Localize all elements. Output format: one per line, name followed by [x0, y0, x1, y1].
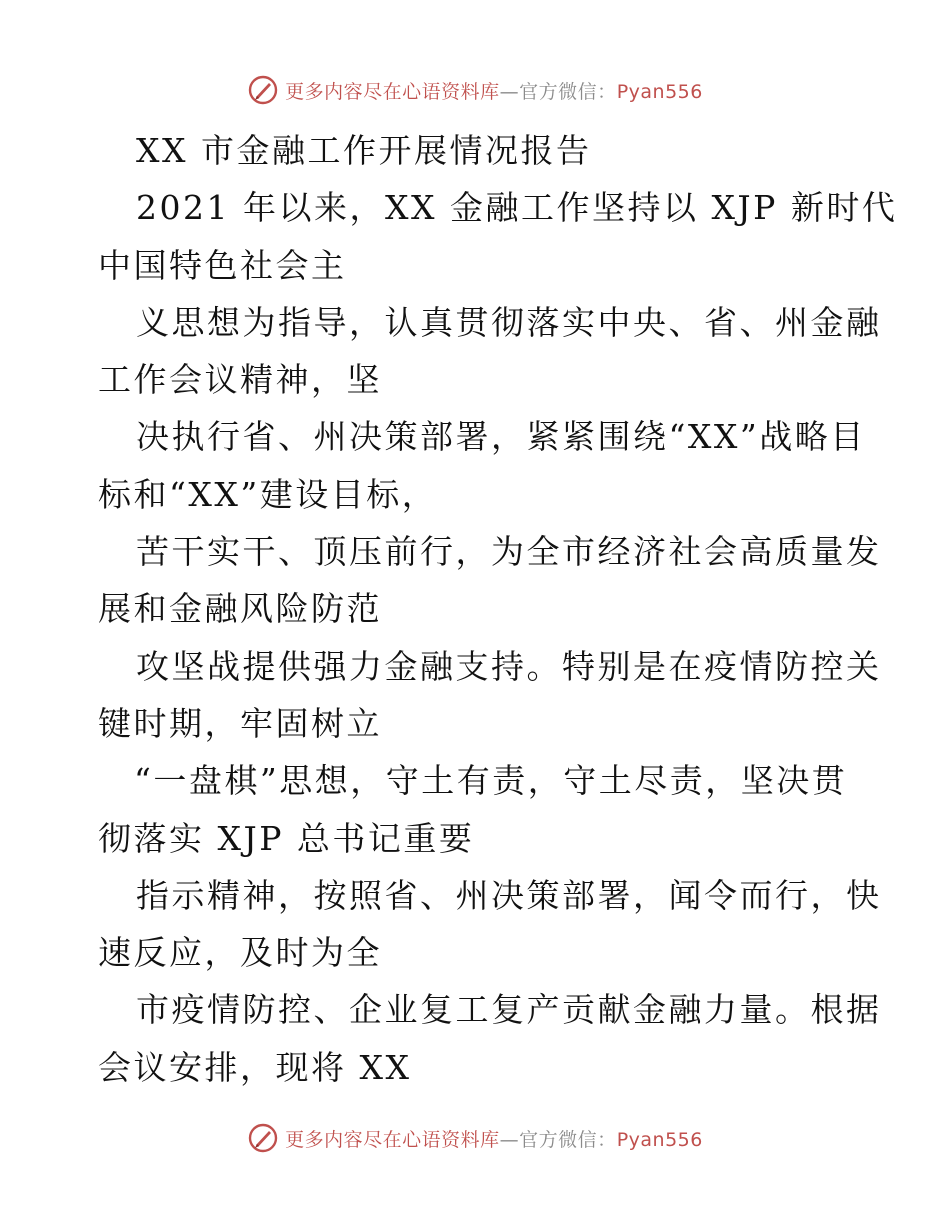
- banner-text: 更多内容尽在心语资料库—官方微信：Pyan556: [285, 80, 703, 103]
- paragraph-line: 苦干实干、顶压前行，为全市经济社会高质量发: [136, 532, 882, 572]
- footer-banner: [0, 1118, 950, 1158]
- header-banner: [0, 70, 950, 110]
- paragraph-line: 彻落实 XJP 总书记重要: [98, 818, 475, 858]
- paragraph-line: 展和金融风险防范: [98, 589, 382, 629]
- paragraph-line: 决执行省、州决策部署，紧紧围绕“XX”战略目: [136, 417, 866, 457]
- paragraph-line: 市疫情防控、企业复工复产贡献金融力量。根据: [136, 990, 882, 1030]
- paragraph-line: 中国特色社会主: [98, 245, 347, 285]
- paragraph-line: 2021 年以来，XX 金融工作坚持以 XJP 新时代: [136, 188, 898, 228]
- paragraph-line: 工作会议精神，坚: [98, 360, 382, 400]
- paragraph-line: “一盘棋”思想，守土有责，守土尽责，坚决贯: [134, 761, 848, 801]
- paragraph-line: 键时期，牢固树立: [98, 703, 382, 743]
- paragraph-line: 指示精神，按照省、州决策部署，闻令而行，快: [136, 875, 882, 915]
- paragraph-line: 标和“XX”建设目标，: [98, 474, 438, 514]
- quill-pen-logo-icon: [247, 74, 279, 106]
- paragraph-line: 会议安排，现将 XX: [98, 1047, 412, 1087]
- document-body: [98, 122, 898, 1096]
- paragraph-line: 速反应，及时为全: [98, 933, 382, 973]
- banner-text: 更多内容尽在心语资料库—官方微信：Pyan556: [285, 1128, 703, 1151]
- paragraph-line: 攻坚战提供强力金融支持。特别是在疫情防控关: [136, 646, 882, 686]
- document-title: XX 市金融工作开展情况报告: [136, 131, 592, 170]
- paragraph-line: 义思想为指导，认真贯彻落实中央、省、州金融: [136, 302, 882, 342]
- quill-pen-logo-icon: [247, 1122, 279, 1154]
